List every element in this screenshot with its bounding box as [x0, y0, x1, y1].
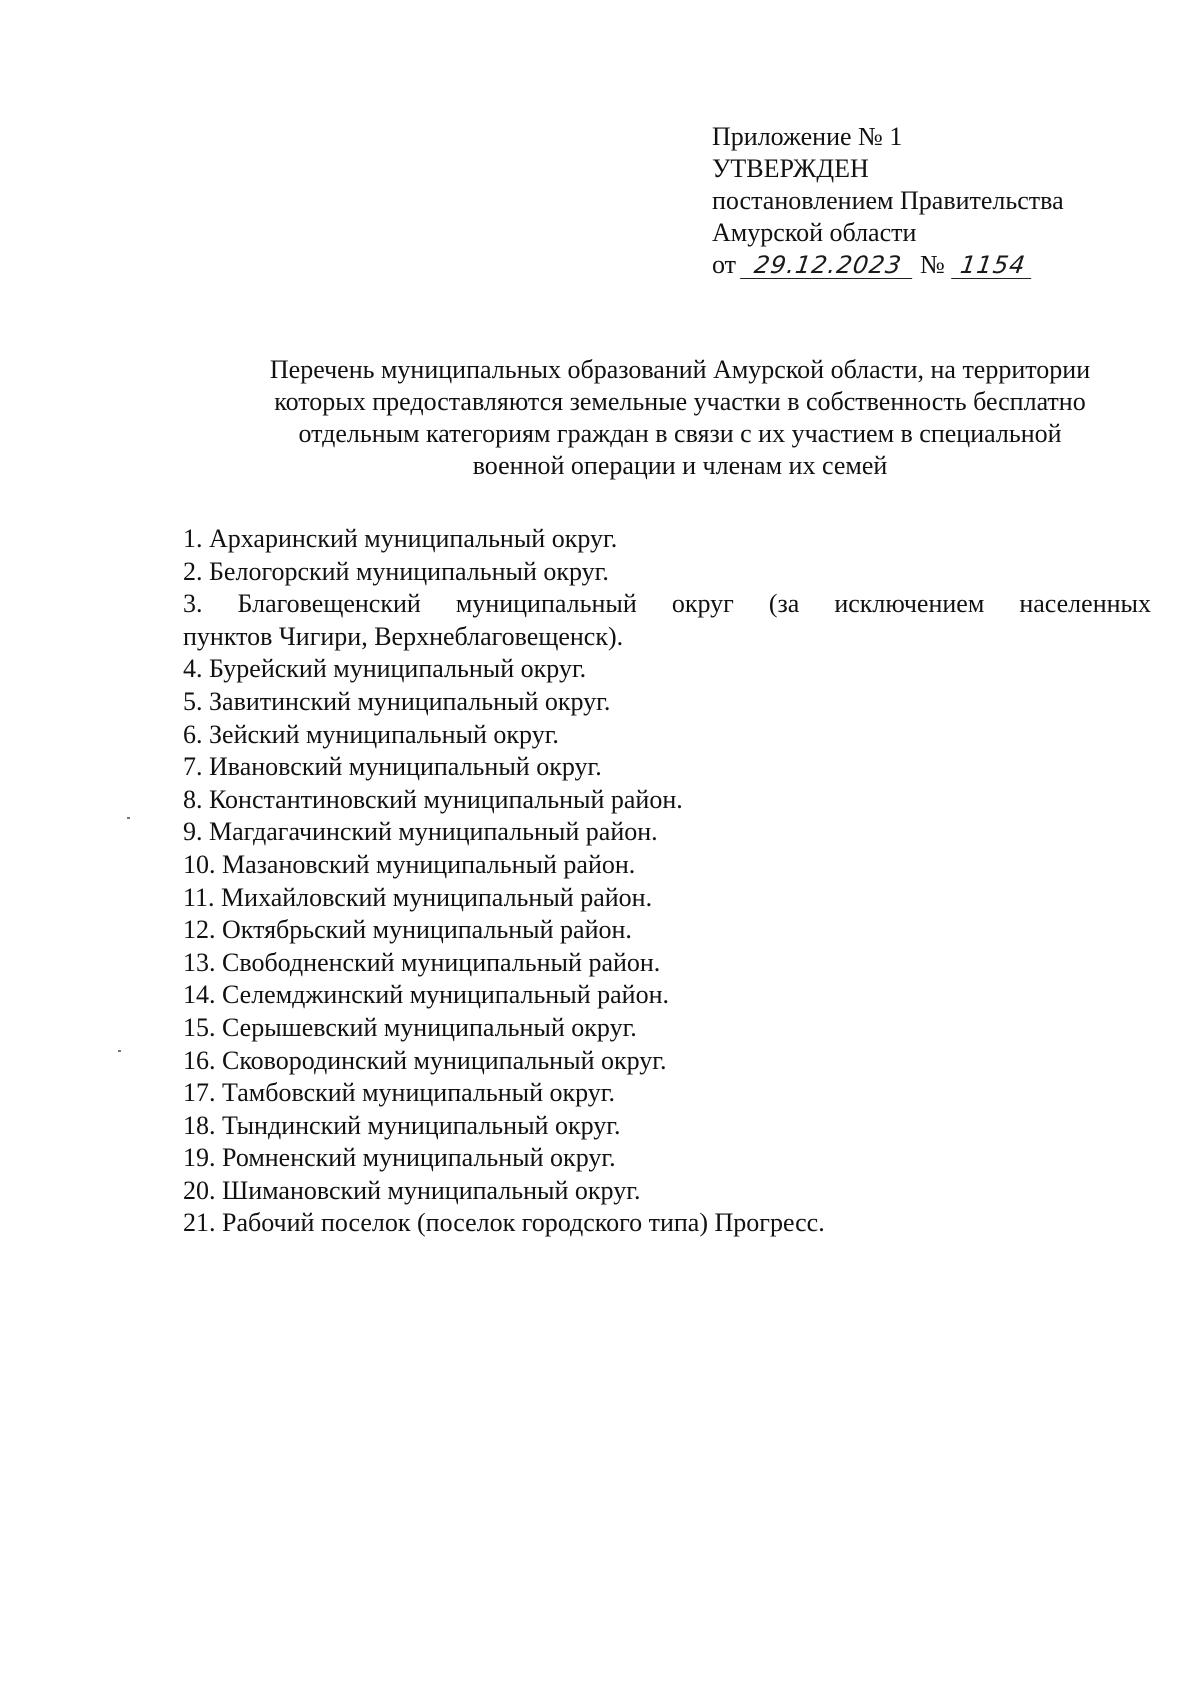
list-item: 7. Ивановский муниципальный округ.: [183, 752, 602, 782]
document-title: [200, 354, 1160, 482]
region-line: Амурской области: [712, 218, 917, 247]
title-line: которых предоставляются земельные участки в собственность бесплатно: [274, 387, 1086, 416]
scan-speck: [127, 817, 130, 819]
number-prefix: №: [920, 250, 945, 279]
list-item: 1. Архаринский муниципальный округ.: [183, 524, 618, 553]
list-item: 13. Свободненский муниципальный район.: [183, 947, 661, 977]
title-line: Перечень муниципальных образований Амурской области, на территории: [269, 355, 1091, 384]
approval-block: [712, 121, 1112, 281]
appendix-number: Приложение № 1: [712, 122, 903, 151]
word: округ: [671, 589, 734, 619]
approved-by-line: постановлением Правительства: [712, 186, 1064, 215]
list-item: 21. Рабочий поселок (поселок городского типа) Прогресс.: [183, 1208, 825, 1238]
list-item: 17. Тамбовский муниципальный округ.: [183, 1078, 616, 1108]
word: 3.: [183, 589, 203, 619]
list-item: 10. Мазановский муниципальный район.: [183, 849, 636, 879]
word: исключением: [834, 589, 985, 619]
list-item: 5. Завитинский муниципальный округ.: [183, 686, 611, 716]
handwritten-date: 29.12.2023: [740, 252, 916, 279]
list-item: 18. Тындинский муниципальный округ.: [183, 1110, 621, 1140]
list-item-3-line-2: пунктов Чигири, Верхнеблаговещенск).: [183, 621, 624, 651]
list-item: 16. Сковородинский муниципальный округ.: [183, 1045, 667, 1075]
word: муниципальный: [455, 589, 637, 619]
handwritten-number: 1154: [951, 252, 1035, 279]
list-item-3: [183, 588, 1151, 653]
list-item: 8. Константиновский муниципальный район.: [183, 784, 683, 814]
list-item: 6. Зейский муниципальный округ.: [183, 719, 559, 749]
list-item-3-line-1: [183, 588, 1151, 621]
list-item: 11. Михайловский муниципальный район.: [183, 882, 653, 912]
list-item: 20. Шимановский муниципальный округ.: [183, 1175, 641, 1205]
list-item: 19. Ромненский муниципальный округ.: [183, 1143, 616, 1173]
word: Благовещенский: [237, 589, 421, 619]
word: населенных: [1019, 589, 1151, 619]
municipality-list: [183, 523, 1151, 1240]
list-item: 12. Октябрьский муниципальный район.: [183, 915, 632, 945]
title-line: отдельным категориям граждан в связи с их участием в специальной: [298, 419, 1062, 448]
list-item: 9. Магдагачинский муниципальный район.: [183, 817, 658, 847]
scan-speck: [118, 1050, 121, 1052]
list-item: 14. Селемджинский муниципальный район.: [183, 980, 669, 1010]
list-item: 4. Бурейский муниципальный округ.: [183, 654, 587, 684]
approved-label: УТВЕРЖДЕН: [712, 154, 869, 183]
list-item: 15. Серышевский муниципальный округ.: [183, 1012, 637, 1042]
title-line: военной операции и членам их семей: [472, 451, 888, 480]
list-item: 2. Белогорский муниципальный округ.: [183, 556, 609, 586]
date-prefix: от: [712, 250, 737, 279]
word: (за: [768, 589, 800, 619]
date-number-row: [712, 249, 1112, 281]
